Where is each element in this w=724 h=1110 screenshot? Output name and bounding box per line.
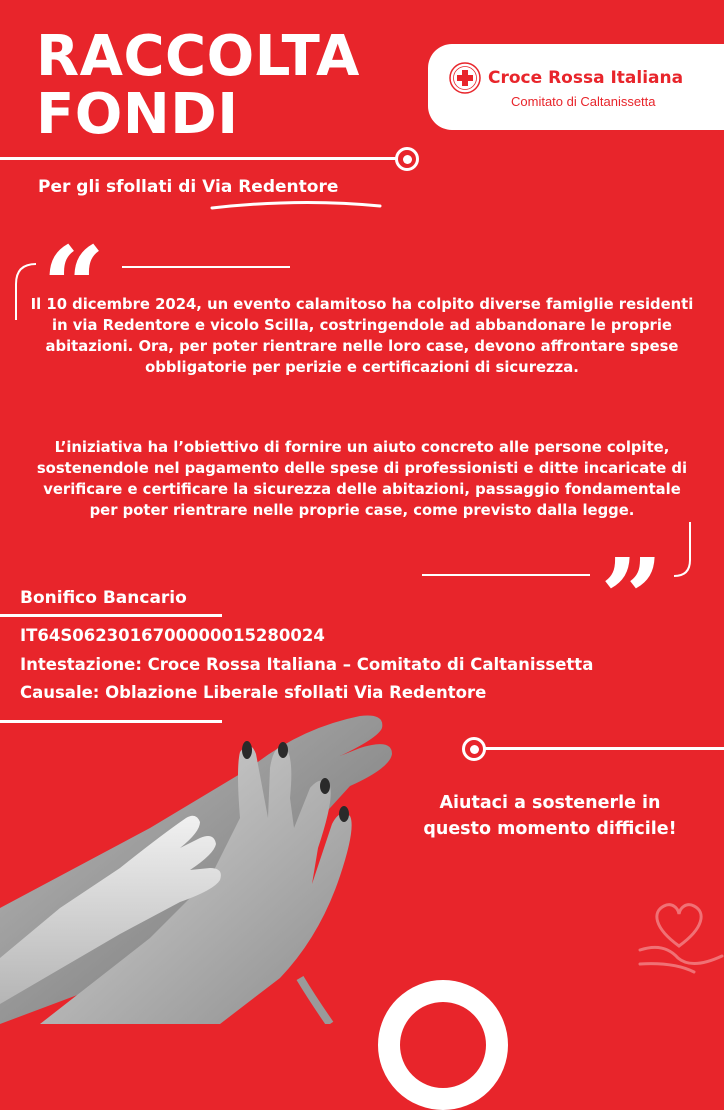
close-quote-mark: ” bbox=[600, 534, 664, 663]
call-to-action: Aiutaci a sostenerle in questo momento difficile! bbox=[423, 793, 677, 839]
subtitle-underline-swoosh bbox=[210, 196, 382, 212]
bottom-ring-decoration bbox=[378, 980, 508, 1110]
body-paragraph-2: L’iniziativa ha l’obiettivo di fornire un aiuto concreto alle persone colpite, sostenendole nel pagamento delle spese di professionisti e ditte incaricate di verificare e certificare la sicurezza delle abitazioni, passaggio fondamentale per poter rientrare nelle proprie case, come previsto dalla legge. bbox=[36, 439, 688, 519]
bank-iban[interactable]: IT64S0623016700000015280024 bbox=[20, 626, 325, 645]
logo-committee: Comitato di Caltanissetta bbox=[511, 94, 656, 109]
title-line-2: FONDI bbox=[36, 82, 239, 147]
cta-divider bbox=[484, 747, 724, 750]
red-cross-emblem-icon bbox=[449, 62, 481, 94]
bank-underline bbox=[0, 614, 222, 617]
subtitle-highlight: Via Redentore bbox=[202, 177, 339, 197]
open-quote-mark: “ bbox=[42, 222, 106, 351]
heart-hand-icon bbox=[634, 886, 724, 976]
quote-rule-bottom bbox=[422, 574, 590, 576]
top-divider bbox=[0, 157, 396, 160]
ring-bullet-icon bbox=[395, 147, 419, 171]
logo-name: Croce Rossa Italiana bbox=[488, 68, 684, 88]
stacked-hands-photo bbox=[0, 708, 470, 1024]
bracket-bottom-right bbox=[672, 520, 696, 580]
bank-reason: Causale: Oblazione Liberale sfollati Via Redentore bbox=[20, 683, 487, 702]
subtitle bbox=[38, 177, 338, 197]
page-title bbox=[36, 24, 360, 147]
subtitle-prefix: Per gli sfollati di bbox=[38, 177, 203, 197]
bank-holder: Intestazione: Croce Rossa Italiana – Comitato di Caltanissetta bbox=[20, 655, 594, 674]
body-paragraph-1: Il 10 dicembre 2024, un evento calamitoso ha colpito diverse famiglie residenti in via Redentore e vicolo Scilla, costringendole ad abbandonare le proprie abitazioni. Ora, per poter rientrare nelle loro case, devono affrontare spese obbligatorie per perizie e certificazioni di sicurezza. bbox=[30, 296, 694, 376]
title-line-1: RACCOLTA bbox=[36, 24, 360, 89]
bank-title: Bonifico Bancario bbox=[20, 588, 187, 608]
quote-rule-top bbox=[122, 266, 290, 268]
